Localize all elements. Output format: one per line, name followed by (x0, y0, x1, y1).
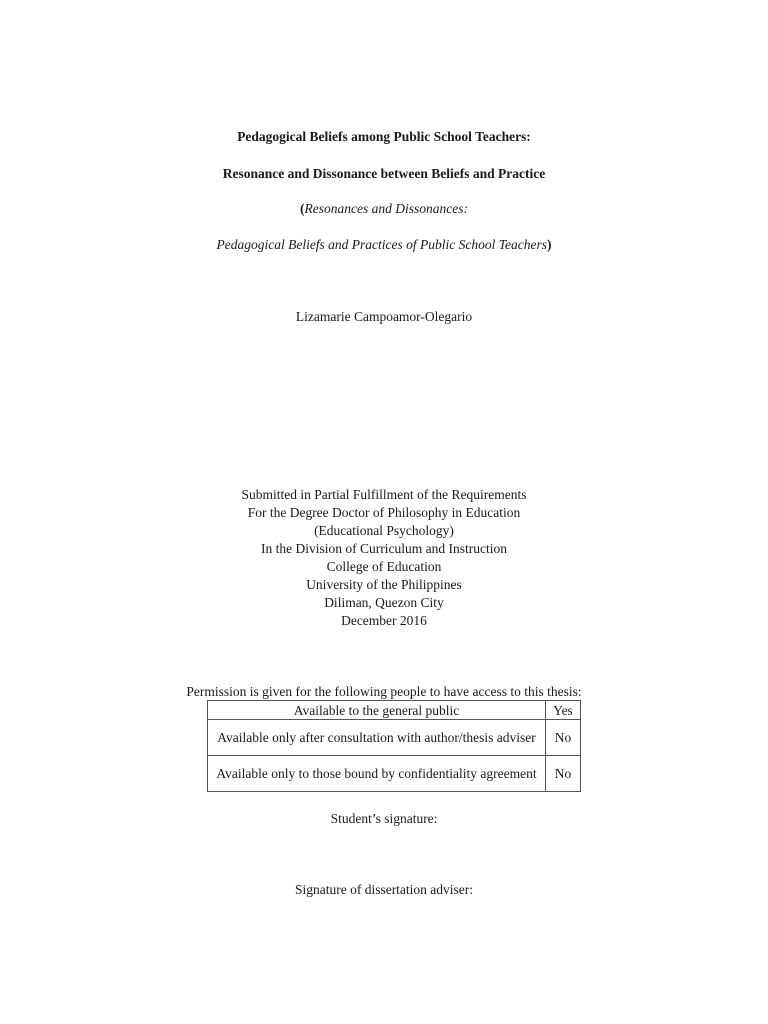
alternate-title-text-2: Pedagogical Beliefs and Practices of Public School Teachers (216, 237, 548, 252)
permission-row (208, 701, 581, 720)
submission-line: December 2016 (341, 613, 427, 628)
permission-access-value: Yes (546, 701, 581, 720)
submission-line: Diliman, Quezon City (324, 595, 444, 610)
permission-row (208, 720, 581, 756)
permission-row (208, 756, 581, 792)
permission-table (207, 700, 581, 792)
adviser-signature-label: Signature of dissertation adviser: (294, 882, 474, 897)
permission-access-label: Available to the general public (208, 701, 546, 720)
submission-line: Submitted in Partial Fulfillment of the Requirements (241, 487, 527, 502)
author-name: Lizamarie Campoamor-Olegario (295, 309, 473, 324)
submission-line: In the Division of Curriculum and Instruction (261, 541, 507, 556)
permission-access-label: Available only to those bound by confidentiality agreement (208, 756, 546, 792)
permission-access-label: Available only after consultation with author/thesis adviser (208, 720, 546, 756)
submission-line: (Educational Psychology) (314, 523, 454, 538)
alternate-title-open-paren: ( (300, 201, 305, 216)
submission-line: University of the Philippines (306, 577, 462, 592)
student-signature-label: Student’s signature: (330, 811, 438, 826)
alternate-title-line-1 (0, 200, 768, 218)
permission-access-value: No (546, 756, 581, 792)
submission-line: For the Degree Doctor of Philosophy in Education (247, 505, 521, 520)
submission-statement (0, 486, 768, 630)
alternate-title-close-paren: ) (547, 237, 552, 252)
submission-line: College of Education (326, 559, 442, 574)
thesis-title-line-2: Resonance and Dissonance between Beliefs and Practice (222, 166, 546, 181)
thesis-title-line-1: Pedagogical Beliefs among Public School Teachers: (237, 129, 531, 144)
alternate-title-text-1: Resonances and Dissonances: (304, 201, 468, 216)
permission-access-value: No (546, 720, 581, 756)
alternate-title-line-2 (0, 236, 768, 254)
permission-intro: Permission is given for the following people to have access to this thesis: (186, 684, 582, 699)
